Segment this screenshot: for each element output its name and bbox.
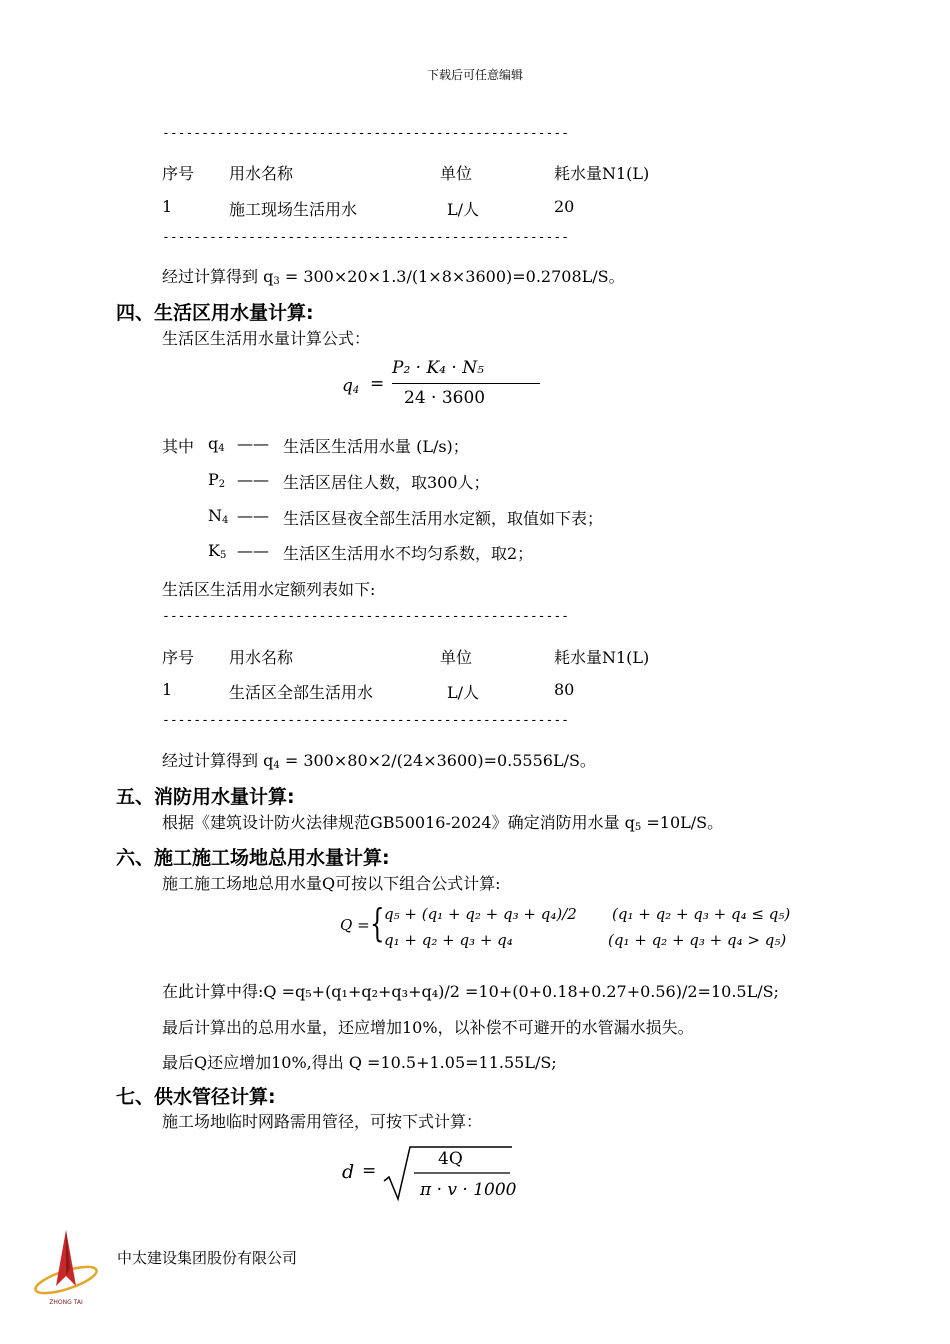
def-symbol: $q_4$ — [208, 434, 225, 454]
result-line: 最后Q还应增加10%,得出 Q =10.5+1.05=11.55L/S; — [162, 1053, 557, 1072]
table-cell-no: 1 — [162, 680, 173, 699]
result-line: 最后计算出的总用水量，还应增加10%，以补偿不可避开的水管漏水损失。 — [162, 1018, 694, 1037]
def-symbol: $K_5$ — [208, 541, 227, 561]
table-header-name: 用水名称 — [229, 648, 294, 667]
formula-intro: 施工施工场地总用水量Q可按以下组合公式计算: — [162, 874, 501, 893]
company-name: 中太建设集团股份有限公司 — [117, 1249, 298, 1267]
table-cell-amount: 80 — [554, 680, 575, 699]
table-cell-name: 施工现场生活用水 — [229, 200, 358, 219]
table-divider: ---------------------------------------------------- — [162, 230, 569, 245]
def-dash: —— — [237, 541, 269, 560]
table-cell-unit: L/人 — [447, 683, 480, 702]
table-header-no: 序号 — [162, 164, 195, 183]
company-logo — [30, 1228, 102, 1308]
formula-q4: $q_4$ = P₂ · K₄ · N₅ 24 · 3600 — [340, 358, 510, 414]
def-text: 生活区生活用水量 (L/s)； — [283, 437, 469, 456]
def-dash: —— — [237, 434, 269, 453]
def-symbol: $P_2$ — [208, 470, 226, 490]
header-note: 下载后可任意编辑 — [426, 68, 523, 82]
formula-intro: 生活区生活用水量计算公式： — [162, 329, 371, 348]
table-header-unit: 单位 — [440, 648, 473, 667]
def-dash: —— — [237, 506, 269, 525]
table-header-unit: 单位 — [440, 164, 473, 183]
formula-pipe-diameter: d = 4Q π · v · 1000 — [340, 1143, 520, 1203]
table-intro: 生活区生活用水定额列表如下: — [162, 580, 376, 599]
table-header-name: 用水名称 — [229, 164, 294, 183]
section-title: 五、消防用水量计算: — [116, 786, 295, 808]
table-cell-no: 1 — [162, 197, 173, 216]
section-title: 六、施工施工场地总用水量计算: — [116, 847, 390, 869]
table-header-amount: 耗水量N1(L) — [554, 648, 650, 667]
table-header-amount: 耗水量N1(L) — [554, 164, 650, 183]
formula-total: Q = { q₅ + (q₁ + q₂ + q₃ + q₄)/2 (q₁ + q₂ + q₃ + q₄ ≤ q₅) q₁ + q₂ + q₃ + q₄ (q₁ + q₂ + q₃ + q₄ > q₅) — [340, 901, 791, 949]
def-text: 生活区昼夜全部生活用水定额，取值如下表； — [283, 509, 604, 528]
logo-text: ZHONG TAI — [49, 1299, 83, 1306]
section-title: 七、供水管径计算: — [116, 1086, 276, 1108]
def-symbol: $N_4$ — [208, 506, 229, 526]
def-text: 生活区居住人数，取300人； — [283, 473, 490, 492]
def-dash: —— — [237, 470, 269, 489]
def-text: 生活区生活用水不均匀系数，取2； — [283, 544, 534, 563]
table-cell-unit: L/人 — [447, 200, 480, 219]
table-divider: ---------------------------------------------------- — [162, 126, 569, 141]
table-divider: ---------------------------------------------------- — [162, 609, 569, 624]
table-divider: ---------------------------------------------------- — [162, 713, 569, 728]
section-title: 四、生活区用水量计算: — [116, 302, 314, 324]
fire-water-text: 根据《建筑设计防火法律规范GB50016-2024》确定消防用水量 $q_5 =10L/S$。 — [162, 813, 724, 833]
result-line: 在此计算中得:Q =q₅+(q₁+q₂+q₃+q₄)/2 =10+(0+0.18+0.27+0.56)/2=10.5L/S; — [162, 982, 779, 1001]
table-cell-name: 生活区全部生活用水 — [229, 683, 374, 702]
where-label: 其中 — [162, 437, 195, 456]
table-cell-amount: 20 — [554, 197, 575, 216]
formula-intro: 施工场地临时网路需用管径，可按下式计算： — [162, 1112, 483, 1131]
calc-q4: 经过计算得到 $q_4 = 300\times 80\times 2/(24\times 3600)=0.5556L/S$。 — [162, 751, 596, 771]
table-header-no: 序号 — [162, 648, 195, 667]
calc-q3: 经过计算得到 $q_3 = 300\times 20\times 1.3/(1\times 8\times 3600)=0.2708L/S$。 — [162, 267, 625, 287]
